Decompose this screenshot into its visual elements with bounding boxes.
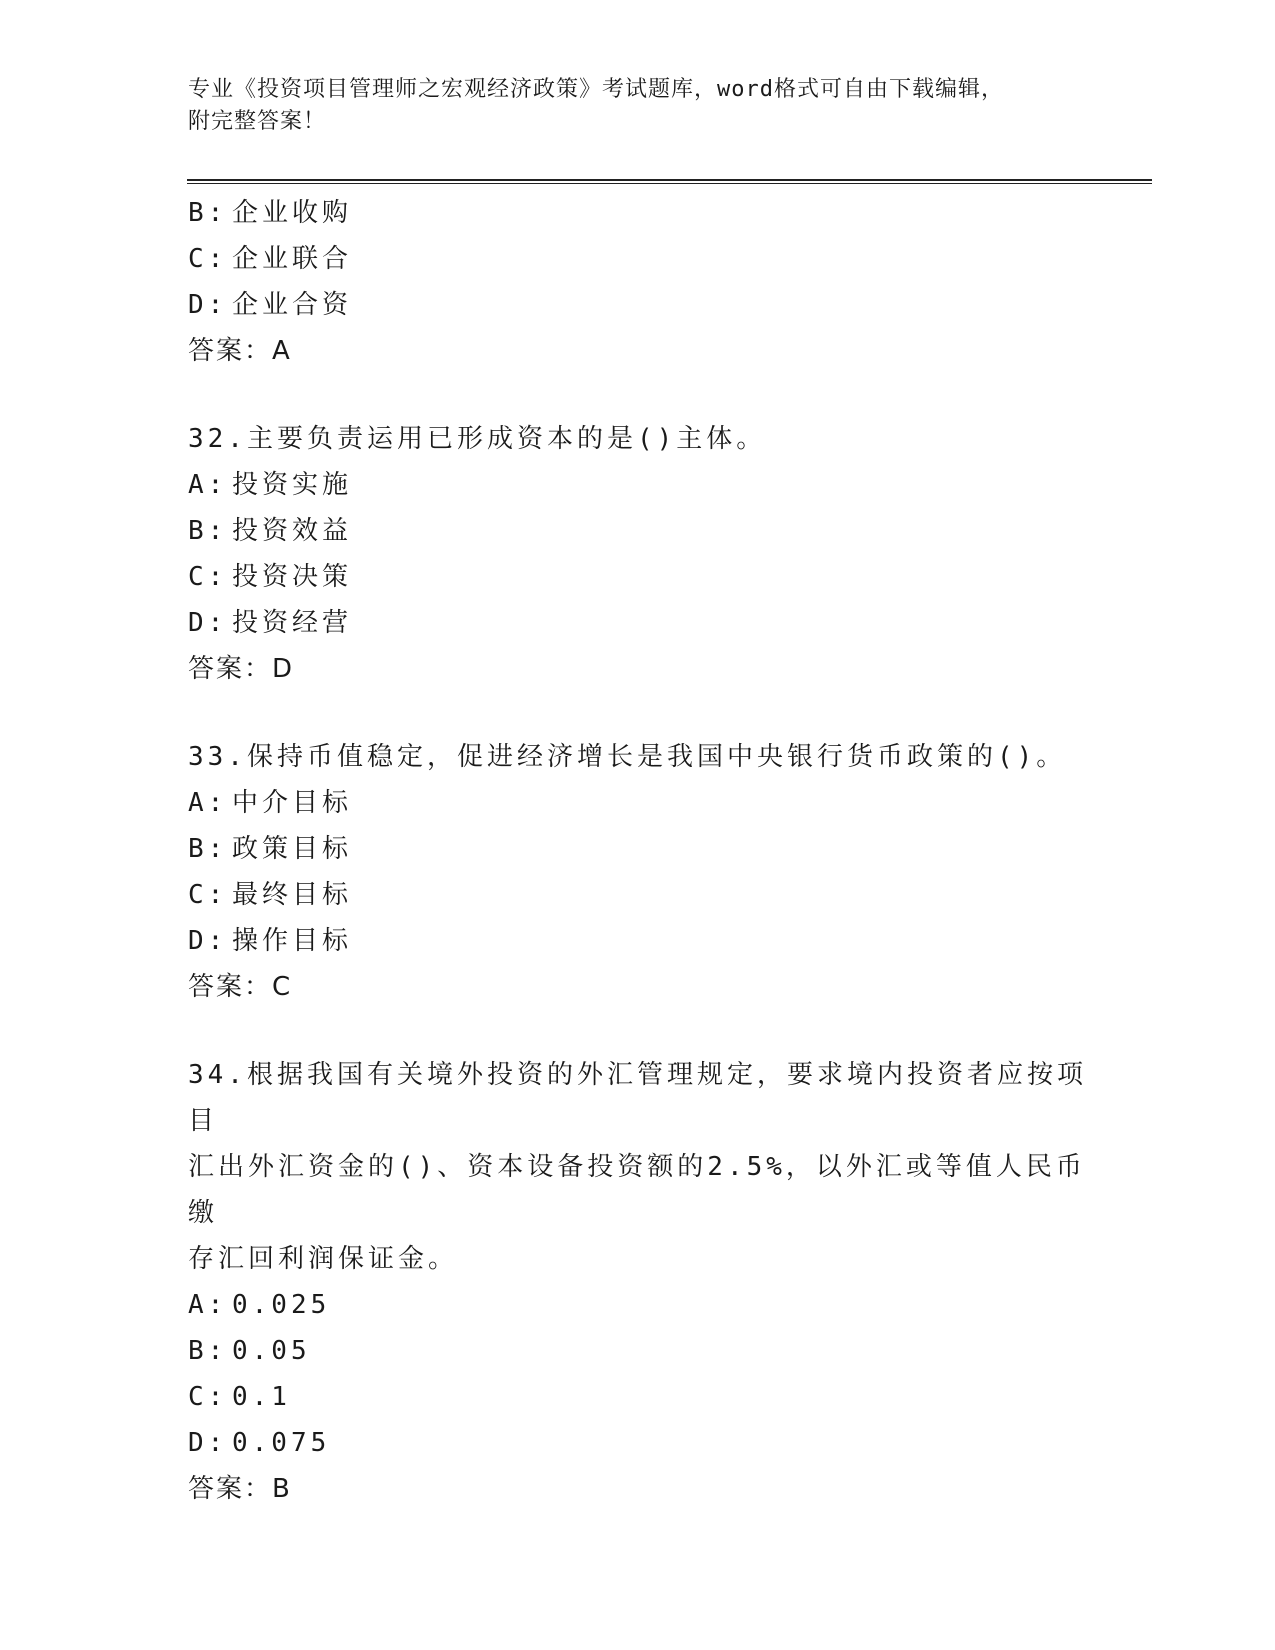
option-letter: C:: [188, 880, 228, 910]
question-stem-line-3: 存汇回利润保证金。: [188, 1244, 459, 1274]
option-b: [188, 1328, 1088, 1374]
answer-line: 答案：B: [188, 1474, 292, 1504]
answer-line: 答案：D: [188, 654, 295, 684]
option-text: 中介目标: [232, 788, 353, 818]
option-c: [188, 554, 1088, 600]
question-stem-line-1: 34.根据我国有关境外投资的外汇管理规定，要求境内投资者应按项目: [188, 1060, 1087, 1136]
option-text: 投资实施: [232, 470, 353, 500]
document-header: [188, 74, 1068, 138]
option-letter: A:: [188, 788, 228, 818]
option-letter: C:: [188, 562, 228, 592]
option-text: 企业收购: [232, 198, 353, 228]
option-text: 投资经营: [232, 608, 353, 638]
option-d: [188, 1420, 1088, 1466]
option-letter: B:: [188, 516, 228, 546]
question-stem-line-2: 汇出外汇资金的()、资本设备投资额的2.5%，以外汇或等值人民币缴: [188, 1152, 1086, 1228]
option-text: 投资决策: [232, 562, 353, 592]
option-text: 0.05: [232, 1336, 311, 1366]
option-text: 投资效益: [232, 516, 353, 546]
question-34: [188, 1052, 1088, 1512]
option-text: 0.025: [232, 1290, 331, 1320]
option-b: [188, 190, 1088, 236]
option-letter: A:: [188, 470, 228, 500]
option-a: [188, 462, 1088, 508]
option-letter: C:: [188, 244, 228, 274]
option-letter: C:: [188, 1382, 228, 1412]
option-letter: B:: [188, 834, 228, 864]
option-text: 最终目标: [232, 880, 353, 910]
option-text: 操作目标: [232, 926, 353, 956]
question-list: [188, 190, 1088, 1554]
option-d: [188, 918, 1088, 964]
option-d: [188, 600, 1088, 646]
option-c: [188, 872, 1088, 918]
header-line-2: 附完整答案！: [188, 109, 327, 134]
option-letter: D:: [188, 290, 228, 320]
option-letter: A:: [188, 1290, 228, 1320]
option-c: [188, 1374, 1088, 1420]
option-d: [188, 282, 1088, 328]
option-a: [188, 780, 1088, 826]
option-letter: B:: [188, 1336, 228, 1366]
option-letter: D:: [188, 608, 228, 638]
option-letter: D:: [188, 926, 228, 956]
option-b: [188, 826, 1088, 872]
question-stem: 33.保持币值稳定，促进经济增长是我国中央银行货币政策的()。: [188, 742, 1067, 772]
option-c: [188, 236, 1088, 282]
answer-line: 答案：A: [188, 336, 292, 366]
question-stem: 32.主要负责运用已形成资本的是()主体。: [188, 424, 767, 454]
option-text: 0.1: [232, 1382, 291, 1412]
header-divider: [187, 179, 1152, 184]
option-a: [188, 1282, 1088, 1328]
option-text: 政策目标: [232, 834, 353, 864]
answer-line: 答案：C: [188, 972, 293, 1002]
option-letter: B:: [188, 198, 228, 228]
question-31-continued: [188, 190, 1088, 374]
header-line-1: 专业《投资项目管理师之宏观经济政策》考试题库，word格式可自由下载编辑，: [188, 77, 1004, 102]
question-33: [188, 734, 1088, 1010]
option-letter: D:: [188, 1428, 228, 1458]
option-text: 企业联合: [232, 244, 353, 274]
option-text: 0.075: [232, 1428, 331, 1458]
option-b: [188, 508, 1088, 554]
option-text: 企业合资: [232, 290, 353, 320]
question-32: [188, 416, 1088, 692]
